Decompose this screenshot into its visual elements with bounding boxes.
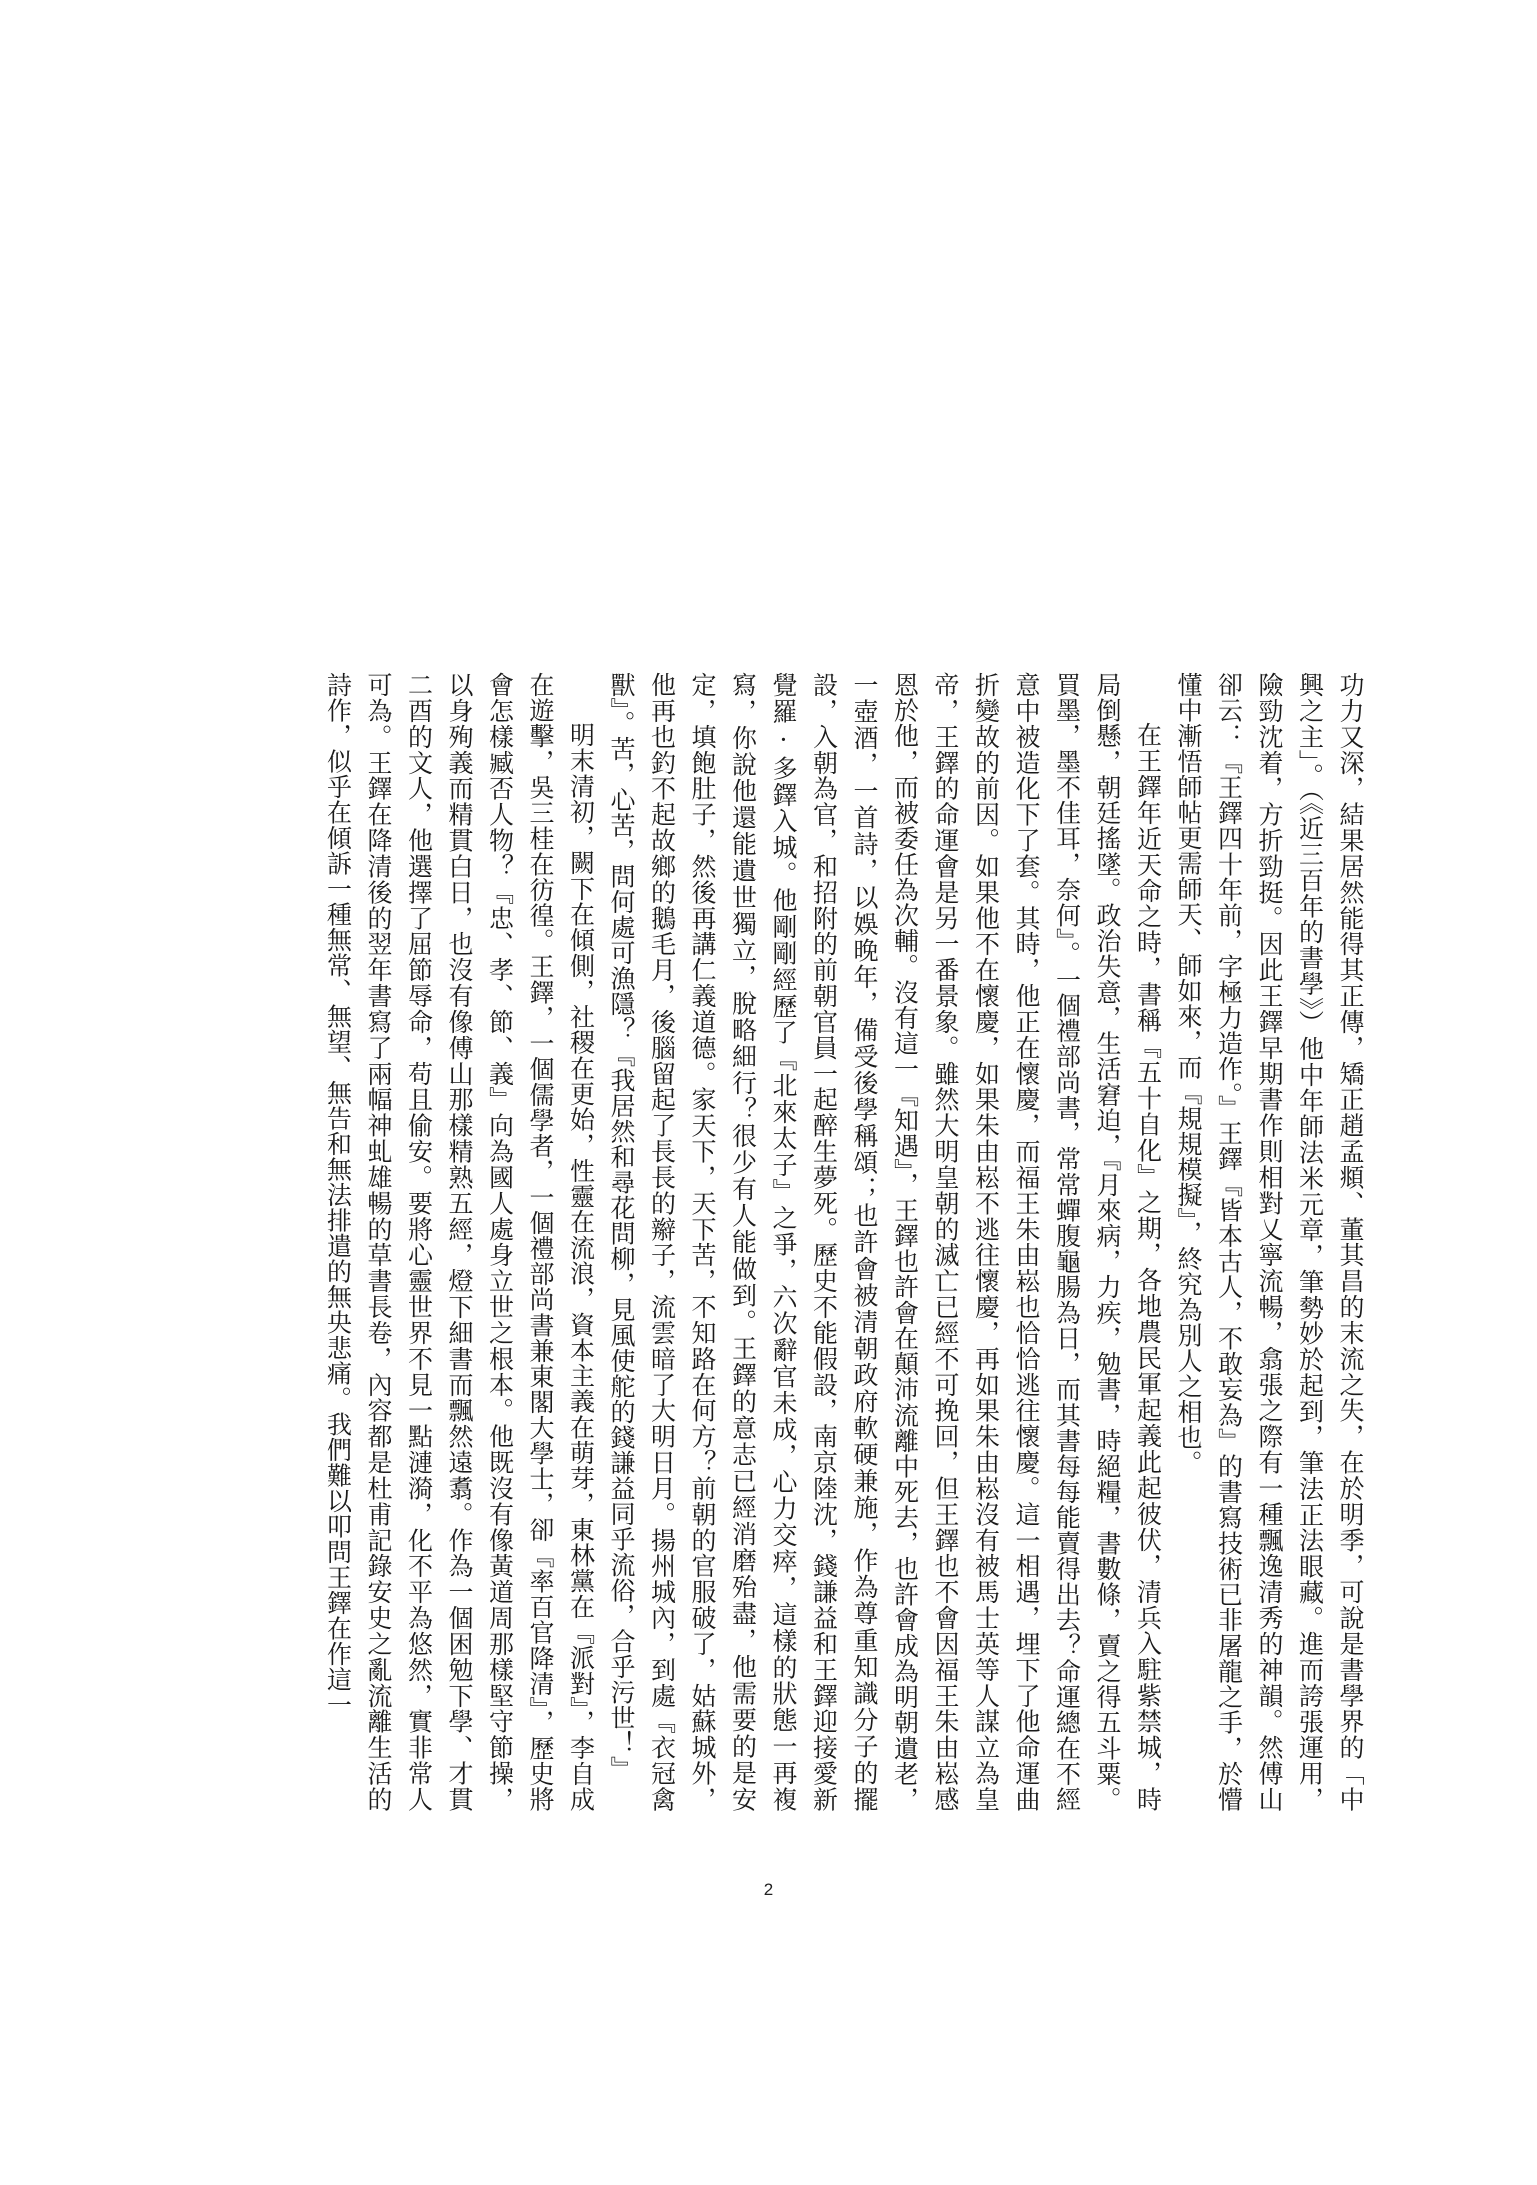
- paragraph-1: 功力又深，結果居然能得其正傳，矯正趙孟頫、董其昌的末流之失，在於明季，可說是書學界的「中興之主」。（《近三百年的書學》）他中年師法米元章，筆勢妙於起到，筆法正法眼藏。進而誇張運用，險勁沈着，方折勁挺。因此王鐸早期書作則相對乂寧流暢，翕張之際有一種飄逸清秀的神韻。然傅山卻云：『王鐸四十年前，字極力造作。』王鐸『皆本古人，不敢妄為』的書寫技術已非屠龍之手，於懵懂中漸悟師帖更需師天、師如來，而『規規模擬』，終究為別人之相也。: [1174, 672, 1365, 1812]
- page-number: 2: [763, 1880, 774, 1899]
- paragraph-2: 在王鐸年近天命之時，書稱『五十自化』之期，各地農民軍起義此起彼伏，清兵入駐紫禁城，時局倒懸，朝廷搖墜。政治失意，生活窘迫，『月來病，力疾，勉書，時絕糧，書數條，賣之得五斗粟。買墨，墨不佳耳，奈何』。一個禮部尚書，常常蟬腹龜腸為日，而其書每每能賣得出去？命運總在不經意中被造化下了套。其時，他正在懷慶，而福王朱由崧也恰恰逃往懷慶。這一相遇，埋下了他命運曲折變故的前因。如果他不在懷慶，如果朱由崧不逃往懷慶，再如果朱由崧沒有被馬士英等人謀立為皇帝，王鐸的命運會是另一番景象。雖然大明皇朝的滅亡已經不可挽回，但王鐸也不會因福王朱由崧感恩於他，而被委任為次輔。沒有這一『知遇』，王鐸也許會在顛沛流離中死去，也許會成為明朝遺老，一壺酒，一首詩，以娛晚年，備受後學稱頌；也許會被清朝政府軟硬兼施，作為尊重知識分子的擺設，入朝為官，和招附的前朝官員一起醉生夢死。歷史不能假設，南京陸沈，錢謙益和王鐸迎接愛新覺羅·多鐸入城。他剛剛經歷了『北來太子』之爭，六次辭官未成，心力交瘁，這樣的狀態一再複寫，你說他還能遺世獨立，脫略細行？很少有人能做到。王鐸的意志已經消磨殆盡，他需要的是安定，填飽肚子，然後再講仁義道德。家天下，天下苦，不知路在何方？前朝的官服破了，姑蘇城外，他再也釣不起故鄉的鵝毛月，後腦留起了長長的辮子，流雲暗了大明日月。揚州城內，到處『衣冠禽獸』。苦，心苦，問何處可漁隱？『我居然和尋花問柳，見風使舵的錢謙益同乎流俗，合乎污世！』: [607, 672, 1163, 1812]
- body-text-vertical: [298, 672, 1370, 1812]
- paragraph-3: 明末清初，闕下在傾側，社稷在更始，性靈在流浪，資本主義在萌芽，東林黨在『派對』，李自成在遊擊，吳三桂在彷徨。王鐸，一個儒學者，一個禮部尚書兼東閣大學士，卻『率百官降清』，歷史將會怎樣臧否人物？『忠、孝、節、義』向為國人處身立世之根本。他既沒有像黃道周那樣堅守節操，以身殉義而精貫白日，也沒有像傅山那樣精熟五經，燈下細書而飄然遠翥。作為一個困勉下學、才貫二酉的文人，他選擇了屈節辱命，苟且偷安。要將心靈世界不見一點漣漪，化不平為悠然，實非常人可為。王鐸在降清後的翌年書寫了兩幅神虬雄暢的草書長卷，內容都是杜甫記錄安史之亂流離生活的詩作，似乎在傾訴一種無常、無望、無告和無法排遣的無央悲痛。我們難以叩問王鐸在作這一: [323, 672, 596, 1812]
